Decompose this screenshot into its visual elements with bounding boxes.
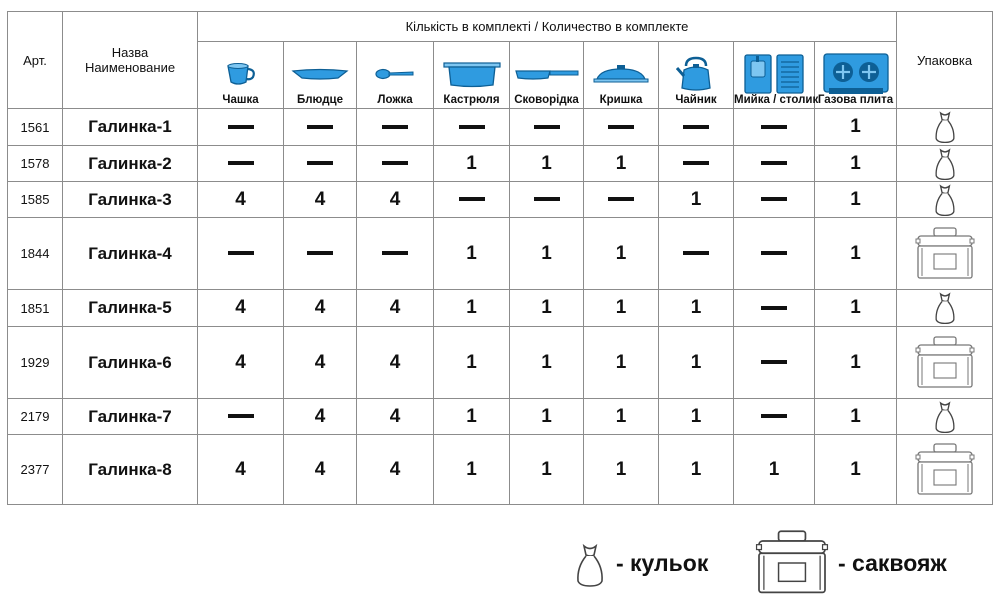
- quantity-cell: 1: [815, 182, 897, 218]
- table-row: [8, 218, 993, 290]
- bag-icon: [575, 543, 605, 587]
- packaging-cell: [897, 399, 993, 435]
- quantity-cell: [734, 109, 815, 146]
- article-number: 1929: [8, 327, 63, 399]
- item-label: Кастрюля: [443, 94, 500, 106]
- table-row: [8, 109, 993, 146]
- quantity-cell: 1: [434, 146, 510, 182]
- quantity-cell: 1: [510, 218, 584, 290]
- kit-contents-table: [7, 11, 993, 505]
- quantity-cell: 1: [815, 290, 897, 327]
- none-dash: [761, 306, 787, 310]
- quantity-cell: 4: [284, 435, 357, 505]
- quantity-cell: 4: [357, 327, 434, 399]
- quantity-cell: 1: [659, 327, 734, 399]
- quantity-cell: 4: [357, 399, 434, 435]
- product-name: Галинка-6: [63, 327, 198, 399]
- quantity-cell: 1: [815, 146, 897, 182]
- quantity-cell: 1: [815, 218, 897, 290]
- none-dash: [683, 161, 709, 165]
- quantity-cell: [357, 218, 434, 290]
- item-column-7: [734, 42, 819, 109]
- frying-pan-icon: [510, 54, 583, 94]
- product-name: Галинка-1: [63, 109, 198, 146]
- quantity-cell: 1: [510, 327, 584, 399]
- quantity-cell: [284, 218, 357, 290]
- quantity-cell: [734, 290, 815, 327]
- packaging-cell: [897, 182, 993, 218]
- lid-icon: [584, 54, 658, 94]
- legend-bag-label: - кульок: [616, 550, 709, 576]
- saucer-icon: [284, 54, 356, 94]
- article-number: 1844: [8, 218, 63, 290]
- quantity-cell: 1: [434, 399, 510, 435]
- legend-case-label: - саквояж: [838, 550, 947, 576]
- none-dash: [228, 125, 254, 129]
- none-dash: [761, 251, 787, 255]
- item-label: Мийка / столик: [734, 94, 819, 106]
- cup-icon: [198, 54, 283, 94]
- bag-icon: [897, 147, 992, 181]
- quantity-cell: [434, 182, 510, 218]
- product-name: Галинка-5: [63, 290, 198, 327]
- none-dash: [228, 414, 254, 418]
- none-dash: [761, 197, 787, 201]
- quantity-cell: [284, 109, 357, 146]
- quantity-cell: [198, 399, 284, 435]
- none-dash: [608, 125, 634, 129]
- article-number: 2179: [8, 399, 63, 435]
- quantity-cell: 4: [284, 327, 357, 399]
- none-dash: [534, 197, 560, 201]
- product-name: Галинка-2: [63, 146, 198, 182]
- case-icon: [897, 443, 992, 497]
- quantity-cell: 1: [659, 290, 734, 327]
- quantity-cell: [284, 146, 357, 182]
- none-dash: [761, 360, 787, 364]
- item-column-3: [434, 42, 510, 109]
- quantity-cell: 4: [198, 290, 284, 327]
- item-column-1: [284, 42, 357, 109]
- bag-icon: [897, 291, 992, 325]
- none-dash: [534, 125, 560, 129]
- case-icon: [897, 227, 992, 281]
- gas-stove-icon: [815, 54, 896, 94]
- none-dash: [382, 161, 408, 165]
- quantity-cell: [734, 146, 815, 182]
- legend: [575, 537, 995, 597]
- quantity-cell: 1: [815, 109, 897, 146]
- quantity-cell: 1: [659, 435, 734, 505]
- product-name: Галинка-4: [63, 218, 198, 290]
- quantity-cell: 1: [510, 290, 584, 327]
- none-dash: [459, 125, 485, 129]
- packaging-cell: [897, 218, 993, 290]
- quantity-header: Кількість в комплекті / Количество в комплекте: [198, 12, 897, 42]
- quantity-cell: 1: [659, 182, 734, 218]
- name-header: [63, 12, 198, 109]
- item-column-6: [659, 42, 734, 109]
- quantity-cell: [510, 182, 584, 218]
- quantity-cell: 4: [357, 290, 434, 327]
- quantity-cell: 4: [284, 182, 357, 218]
- quantity-cell: 4: [284, 399, 357, 435]
- quantity-cell: 1: [434, 435, 510, 505]
- none-dash: [608, 197, 634, 201]
- quantity-cell: [734, 218, 815, 290]
- quantity-cell: [584, 182, 659, 218]
- quantity-cell: 1: [815, 327, 897, 399]
- packaging-cell: [897, 109, 993, 146]
- item-column-8: [815, 42, 897, 109]
- quantity-cell: [198, 109, 284, 146]
- item-label: Блюдце: [296, 94, 343, 106]
- kettle-icon: [659, 54, 733, 94]
- none-dash: [228, 161, 254, 165]
- quantity-cell: 1: [584, 290, 659, 327]
- none-dash: [459, 197, 485, 201]
- item-column-2: [357, 42, 434, 109]
- item-label: Газова плита: [817, 94, 894, 106]
- article-number: 1851: [8, 290, 63, 327]
- quantity-cell: 4: [357, 435, 434, 505]
- item-label: Ложка: [377, 94, 413, 106]
- none-dash: [761, 414, 787, 418]
- item-label: Чашка: [222, 94, 259, 106]
- quantity-cell: 4: [284, 290, 357, 327]
- none-dash: [228, 251, 254, 255]
- quantity-cell: [734, 399, 815, 435]
- none-dash: [761, 161, 787, 165]
- quantity-cell: [734, 182, 815, 218]
- quantity-cell: 1: [815, 399, 897, 435]
- quantity-cell: [584, 109, 659, 146]
- table-row: [8, 399, 993, 435]
- art-header: Арт.: [8, 12, 63, 109]
- quantity-cell: 1: [434, 327, 510, 399]
- quantity-cell: 1: [510, 435, 584, 505]
- product-name: Галинка-7: [63, 399, 198, 435]
- article-number: 1585: [8, 182, 63, 218]
- item-column-0: [198, 42, 284, 109]
- quantity-cell: [659, 109, 734, 146]
- article-number: 2377: [8, 435, 63, 505]
- none-dash: [307, 251, 333, 255]
- quantity-cell: 4: [357, 182, 434, 218]
- packaging-cell: [897, 146, 993, 182]
- product-name: Галинка-8: [63, 435, 198, 505]
- quantity-cell: 1: [815, 435, 897, 505]
- none-dash: [382, 125, 408, 129]
- quantity-cell: 4: [198, 327, 284, 399]
- quantity-cell: 1: [434, 218, 510, 290]
- case-icon: [755, 530, 829, 596]
- quantity-cell: 1: [510, 146, 584, 182]
- product-name: Галинка-3: [63, 182, 198, 218]
- quantity-cell: [357, 109, 434, 146]
- quantity-cell: 1: [434, 290, 510, 327]
- item-column-5: [584, 42, 659, 109]
- quantity-cell: 1: [510, 399, 584, 435]
- quantity-cell: 1: [584, 146, 659, 182]
- packaging-cell: [897, 435, 993, 505]
- item-label: Чайник: [675, 94, 717, 106]
- table-row: [8, 435, 993, 505]
- article-number: 1561: [8, 109, 63, 146]
- quantity-cell: 4: [198, 435, 284, 505]
- quantity-cell: 1: [584, 435, 659, 505]
- quantity-cell: [734, 327, 815, 399]
- bag-icon: [897, 400, 992, 434]
- none-dash: [683, 125, 709, 129]
- quantity-cell: [510, 109, 584, 146]
- case-icon: [897, 336, 992, 390]
- quantity-cell: [357, 146, 434, 182]
- table-row: [8, 327, 993, 399]
- item-column-4: [510, 42, 584, 109]
- quantity-cell: [659, 146, 734, 182]
- table-row: [8, 290, 993, 327]
- none-dash: [307, 161, 333, 165]
- none-dash: [382, 251, 408, 255]
- packaging-cell: [897, 327, 993, 399]
- name-header-ru: Наименование: [84, 60, 176, 75]
- packaging-header: Упаковка: [897, 12, 993, 109]
- bag-icon: [897, 183, 992, 217]
- packaging-cell: [897, 290, 993, 327]
- item-label: Кришка: [599, 94, 643, 106]
- table-row: [8, 182, 993, 218]
- quantity-cell: 1: [659, 399, 734, 435]
- none-dash: [683, 251, 709, 255]
- quantity-cell: 4: [198, 182, 284, 218]
- sink-table-icon: [734, 54, 814, 94]
- none-dash: [307, 125, 333, 129]
- bag-icon: [897, 110, 992, 144]
- quantity-cell: 1: [584, 327, 659, 399]
- spoon-icon: [357, 54, 433, 94]
- quantity-cell: [434, 109, 510, 146]
- quantity-cell: 1: [584, 399, 659, 435]
- pot-icon: [434, 54, 509, 94]
- quantity-cell: 1: [584, 218, 659, 290]
- item-label: Сковорідка: [514, 94, 579, 106]
- quantity-cell: [659, 218, 734, 290]
- article-number: 1578: [8, 146, 63, 182]
- name-header-ua: Назва: [111, 45, 149, 60]
- table-row: [8, 146, 993, 182]
- none-dash: [761, 125, 787, 129]
- quantity-cell: 1: [734, 435, 815, 505]
- quantity-cell: [198, 146, 284, 182]
- quantity-cell: [198, 218, 284, 290]
